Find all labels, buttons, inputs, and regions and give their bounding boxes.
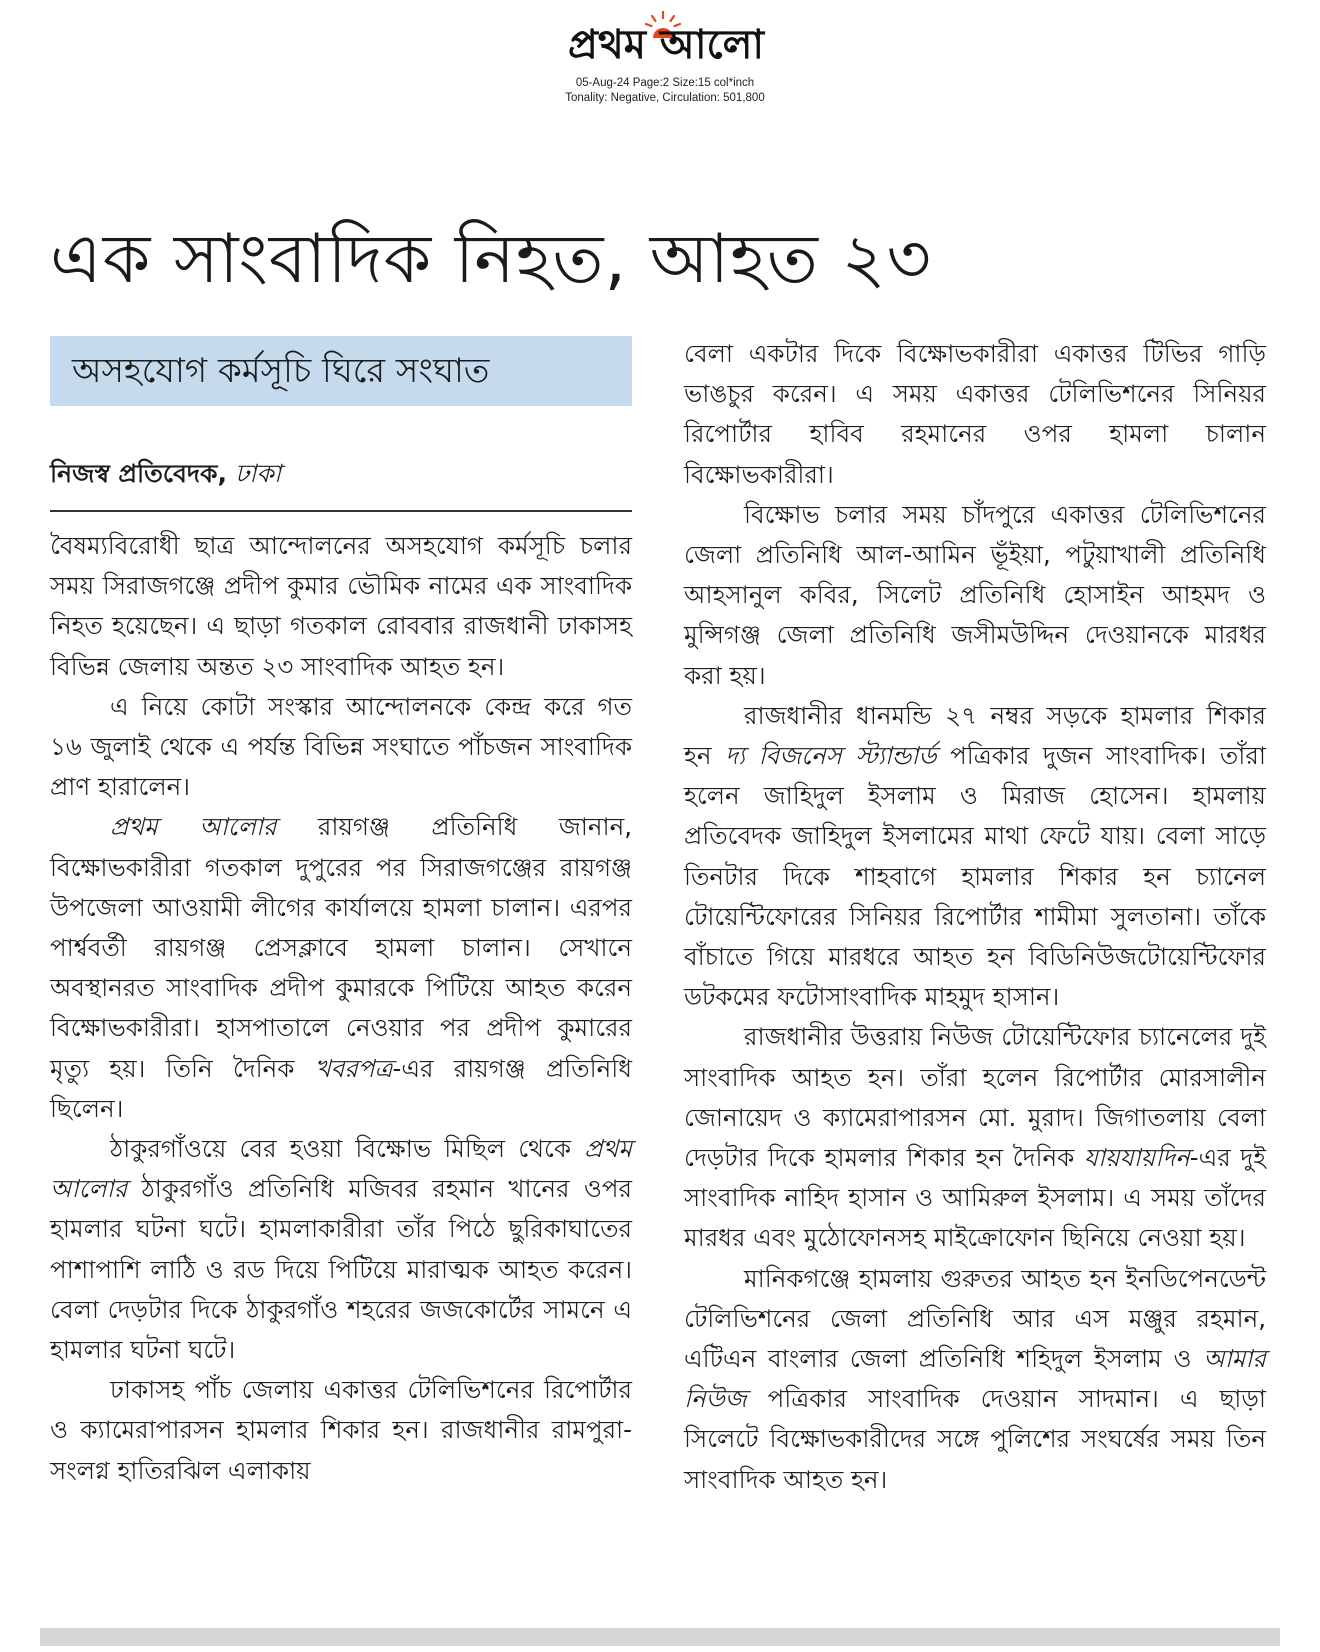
logo-wordmark: প্রথম আলো — [567, 21, 765, 68]
headline: এক সাংবাদিক নিহত, আহত ২৩ — [50, 220, 932, 299]
kicker-text: অসহযোগ কর্মসূচি ঘিরে সংঘাত — [72, 351, 490, 391]
paragraph: বৈষম্যবিরোধী ছাত্র আন্দোলনের অসহযোগ কর্মসূচি চলার সময় সিরাজগঞ্জে প্রদীপ কুমার ভৌমিক নামের এক সাংবাদিক নিহত হয়েছেন। এ ছাড়া গতকাল রোববার রাজধানী ঢাকাসহ বিভিন্ন জেলায় অন্তত ২৩ সাংবাদিক আহত হন। — [50, 531, 632, 681]
paragraph: মানিকগঞ্জে হামলায় গুরুতর আহত হন ইনডিপেনডেন্ট টেলিভিশনের জেলা প্রতিনিধি আর এস মঞ্জুর রহমান, এটিএন বাংলার জেলা প্রতিনিধি শহিদুল ইসলাম ও আমার নিউজ পত্রিকার সাংবাদিক দেওয়ান সাদমান। এ ছাড়া সিলেটে বিক্ষোভকারীদের সঙ্গে পুলিশের সংঘর্ষের সময় তিন সাংবাদিক আহত হন। — [684, 1263, 1266, 1494]
paragraph: ঢাকাসহ পাঁচ জেলায় একাত্তর টেলিভিশনের রিপোর্টার ও ক্যামেরাপারসন হামলার শিকার হন। রাজধানীর রামপুরা-সংলগ্ন হাতিরঝিল এলাকায় — [50, 1375, 632, 1485]
paragraph: রাজধানীর উত্তরায় নিউজ টোয়েন্টিফোর চ্যানেলের দুই সাংবাদিক আহত হন। তাঁরা হলেন রিপোর্টার মোরসালীন জোনায়েদ ও ক্যামেরাপারসন মো. মুরাদ। জিগাতলায় বেলা দেড়টার দিকে হামলার শিকার হন দৈনিক যায়যায়দিন-এর দুই সাংবাদিক নাহিদ হাসান ও আমিরুল ইসলাম। এ সময় তাঁদের মারধর এবং মুঠোফোনসহ মাইক্রোফোন ছিনিয়ে নেওয়া হয়। — [684, 1022, 1266, 1253]
meta-tonality: Tonality: Negative, Circulation: 501,800 — [565, 92, 765, 104]
byline — [50, 454, 632, 494]
article-column-left — [50, 526, 632, 1491]
byline-divider — [50, 510, 632, 512]
clipping-metadata — [520, 76, 810, 106]
paragraph: বিক্ষোভ চলার সময় চাঁদপুরে একাত্তর টেলিভিশনের জেলা প্রতিনিধি আল-আমিন ভূঁইয়া, পটুয়াখালী প্রতিনিধি আহসানুল কবির, সিলেট প্রতিনিধি হোসাইন আহমদ ও মুন্সিগঞ্জ জেলা প্রতিনিধি জসীমউদ্দিন দেওয়ানকে মারধর করা হয়। — [684, 499, 1266, 690]
article-column-right — [684, 334, 1266, 1500]
masthead — [0, 0, 1320, 110]
newspaper-logo — [526, 10, 806, 70]
byline-author: নিজস্ব প্রতিবেদক, — [50, 459, 228, 488]
paragraph: প্রথম আলোর রায়গঞ্জ প্রতিনিধি জানান, বিক্ষোভকারীরা গতকাল দুপুরের পর সিরাজগঞ্জের রায়গঞ্জ উপজেলা আওয়ামী লীগের কার্যালয়ে হামলা চালান। এরপর পার্শ্ববর্তী রায়গঞ্জ প্রেসক্লাবে হামলা চালান। সেখানে অবস্থানরত সাংবাদিক প্রদীপ কুমারকে পিটিয়ে আহত করেন বিক্ষোভকারীরা। হাসপাতালে নেওয়ার পর প্রদীপ কুমারের মৃত্যু হয়। তিনি দৈনিক খবরপত্র-এর রায়গঞ্জ প্রতিনিধি ছিলেন। — [50, 812, 632, 1123]
paragraph: বেলা একটার দিকে বিক্ষোভকারীরা একাত্তর টিভির গাড়ি ভাঙচুর করেন। এ সময় একাত্তর টেলিভিশনের সিনিয়র রিপোর্টার হাবিব রহমানের ওপর হামলা চালান বিক্ষোভকারীরা। — [684, 339, 1266, 489]
paragraph: রাজধানীর ধানমন্ডি ২৭ নম্বর সড়কে হামলার শিকার হন দ্য বিজনেস স্ট্যান্ডার্ড পত্রিকার দুজন সাংবাদিক। তাঁরা হলেন জাহিদুল ইসলাম ও মিরাজ হোসেন। হামলায় প্রতিবেদক জাহিদুল ইসলামের মাথা ফেটে যায়। বেলা সাড়ে তিনটার দিকে শাহবাগে হামলার শিকার হন চ্যানেল টোয়েন্টিফোরের সিনিয়র রিপোর্টার শামীমা সুলতানা। তাঁকে বাঁচাতে গিয়ে মারধরে আহত হন বিডিনিউজটোয়েন্টিফোর ডটকমের ফটোসাংবাদিক মাহমুদ হাসান। — [684, 700, 1266, 1012]
meta-date-page: 05-Aug-24 Page:2 Size:15 col*inch — [575, 77, 755, 89]
paragraph: ঠাকুরগাঁওয়ে বের হওয়া বিক্ষোভ মিছিল থেকে প্রথম আলোর ঠাকুরগাঁও প্রতিনিধি মজিবর রহমান খানের ওপর হামলার ঘটনা ঘটে। হামলাকারীরা তাঁর পিঠে ছুরিকাঘাতের পাশাপাশি লাঠি ও রড দিয়ে পিটিয়ে মারাত্মক আহত করেন। বেলা দেড়টার দিকে ঠাকুরগাঁও শহরের জজকোর্টের সামনে এ হামলার ঘটনা ঘটে। — [50, 1134, 632, 1365]
kicker-box — [50, 336, 632, 406]
paragraph: এ নিয়ে কোটা সংস্কার আন্দোলনকে কেন্দ্র করে গত ১৬ জুলাই থেকে এ পর্যন্ত বিভিন্ন সংঘাতে পাঁচজন সাংবাদিক প্রাণ হারালেন। — [50, 691, 632, 802]
byline-place: ঢাকা — [234, 459, 282, 488]
bottom-border — [40, 1628, 1280, 1646]
